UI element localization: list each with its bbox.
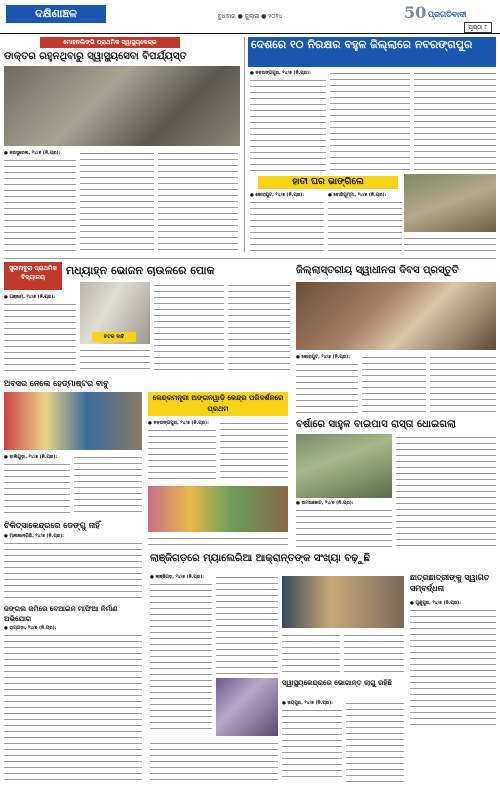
article1-body-col2 <box>80 150 154 252</box>
article8-byline: ● ଉମରକୋଟ, ୨୪/୭ (ନି.ପ୍ର): <box>296 501 354 506</box>
article4-body-col4 <box>228 282 290 373</box>
article11-body-col3 <box>282 632 340 674</box>
article7-byline: ● ନବରଙ୍ଗପୁର, ୨୪/୭ (ନି.ପ୍ର): <box>148 421 209 426</box>
article4-body-col3 <box>154 282 224 373</box>
article3-byline2: ● ବୋରିଗୁମ୍ମା, ୨୪/୭ (ନି.ପ୍ର): <box>328 193 387 198</box>
article11-body-col4 <box>344 632 404 674</box>
article3-body-col1 <box>250 199 324 255</box>
article2-headline: ଦେଶରେ ୧୦ ନିରକ୍ଷର ବହୁଳ ଜିଲ୍ଲାରେ ନବରଙ୍ଗପୁର <box>248 37 496 67</box>
article6-body-col2 <box>74 454 142 515</box>
article13-body-col3 <box>150 740 278 782</box>
article13-photo <box>216 678 278 736</box>
article7-body-col1 <box>148 427 216 483</box>
article9-body <box>4 540 142 600</box>
article8-body-col1 <box>296 507 392 549</box>
masthead-rule <box>0 33 500 34</box>
article2-byline: ● ନବରଙ୍ଗପୁର, ୨୪/୭ (ନି.ପ୍ର): <box>250 71 311 76</box>
article2-body-col3 <box>414 70 496 173</box>
article11-headline: ଲାଞ୍ଜିଗଡ଼ରେ ମ୍ୟାଲେରିଆ ଆକ୍ରାନ୍ତଙ୍କ ସଂଖ୍ୟା ବଢ଼ୁଛି <box>150 553 371 564</box>
article7-body-col2 <box>220 420 288 483</box>
article3-headline: ହାତୀ ଘର ଭାଙ୍ଗିଲେ <box>258 176 398 189</box>
article4-body-col1 <box>4 301 76 373</box>
section-divider <box>4 258 496 259</box>
article6-headline: ଅବସର ନେଲେ ହେଡ୍‌ମାଷ୍ଟର ବାବୁ <box>4 379 109 388</box>
article1-body-col3 <box>158 150 238 252</box>
article5-body-col1 <box>296 361 358 413</box>
article12-body <box>4 632 142 782</box>
column-divider <box>244 37 245 252</box>
newspaper-brand: ପ୍ରଗତିବାଦୀ <box>428 10 467 19</box>
article10-body <box>410 607 496 727</box>
article7-body-col3 <box>148 535 288 549</box>
article5-body-col2 <box>362 354 426 413</box>
article4-byline: ● ଗଞ୍ଜାମ, ୨୪/୭ (ନି.ପ୍ର): <box>4 295 56 300</box>
article5-byline: ● କୋରାପୁଟ, ୨୪/୭ (ନି.ପ୍ର): <box>296 355 351 360</box>
article10-byline: ● ଗୁଣୁପୁର, ୨୪/୭ (ନି.ପ୍ର): <box>410 601 461 606</box>
article5-headline: ଜିଲ୍ଲାସ୍ତରୀୟ ସ୍ୱାଧୀନତା ଦିବସ ପ୍ରସ୍ତୁତି <box>296 265 459 276</box>
article13-body-col2 <box>346 700 404 782</box>
article8-headline: ବର୍ଷାରେ ସାହୁଳ ବାଇପାସ ରାସ୍ତା ଧୋଇଗଲା <box>296 419 456 430</box>
article3-byline: ● କୋରାପୁଟ, ୨୪/୭ (ନି.ପ୍ର): <box>250 193 305 198</box>
article13-byline: ● ଜୟପୁର, ୨୪/୭ (ନି.ପ୍ର): <box>282 701 333 706</box>
article13-headline: ସ୍ୱାସ୍ଥ୍ୟକେନ୍ଦ୍ରରେ ଭୋଗାନ୍ତ ଲାଗୁ ରହିଛି <box>282 679 392 687</box>
article2-body-col2 <box>330 70 410 173</box>
article5-photo <box>296 282 496 350</box>
article4-kicker: ସୁଜାନାବୁରା ପ୍ରାଥମିକ ବିଦ୍ୟାଳୟ <box>4 262 62 290</box>
article3-photo <box>404 174 496 232</box>
article5-body-col3 <box>430 354 496 413</box>
article4-body-col2 <box>80 347 150 373</box>
article4-headline: ମଧ୍ୟାହ୍ନ ଭୋଜନ ଚାଉଳରେ ପୋକ <box>66 264 215 277</box>
article9-byline: ● ମାଲକାନଗିରି, ୨୪/୭ (ନି.ପ୍ର): <box>4 534 64 539</box>
article1-kicker: ମୋହନଲିଙ୍ଗି ପ୍ରାଥମିକ ସ୍ୱାସ୍ଥ୍ୟକେନ୍ଦ୍ର <box>40 37 180 48</box>
article11-byline: ● ଲାଞ୍ଜିଗଡ଼, ୨୪/୭ (ନି.ପ୍ର): <box>150 575 205 580</box>
article1-byline: ● ନରସୁରେଲ, ୨୪/୭ (ନି.ପ୍ର): <box>4 151 61 156</box>
article8-body-col2 <box>396 434 496 549</box>
article1-body-col1 <box>4 157 76 252</box>
article2-body-col1 <box>250 77 326 173</box>
article7-headline: କେନ୍ଦ୍ରମନ୍ତ୍ରୀ ଅଙ୍ଗନୱାଡ଼ି କେନ୍ଦ୍ର ପରିଦର୍ଶନରେ ପ୍ରଥମ <box>148 392 288 416</box>
article8-photo <box>296 434 392 498</box>
article10-headline: ଛାତ୍ରଛାତ୍ରୀଙ୍କୁ ସ୍ୱାଗତ ସମ୍ବର୍ଦ୍ଧନା <box>410 573 490 593</box>
page-number: ପୃଷ୍ଠା ୮ <box>464 22 492 33</box>
article12-headline: ଜଙ୍ଗଲ ଜମିରେ ବେଆଇନ ମାଫିଆ ନିର୍ମାଣ ଅଭିଯୋଗ <box>4 605 118 623</box>
article1-headline: ଡାକ୍ତର ରହୁନଥିବାରୁ ସ୍ୱାସ୍ଥ୍ୟସେବା ବିପର୍ଯ୍ୟସ୍ତ <box>4 51 187 62</box>
article7-photo <box>148 486 288 532</box>
dateline: ବୁଧବାର ● ଜୁଲାଇ ● ୨୦୨୪ <box>217 13 283 20</box>
article4-photo-caption: ଚଟକ ଦାବି <box>92 332 136 342</box>
anniversary-logo: 50 <box>404 3 427 22</box>
article6-byline: ● ବାଲିଗୁଡ଼ା, ୨୪/୭ (ନି.ପ୍ର): <box>4 455 58 460</box>
section-name: ଦକ୍ଷିଣାଞ୍ଚଳ <box>6 5 106 23</box>
article6-photo <box>4 392 142 450</box>
article9-headline: ଚିକିତ୍ସାକେନ୍ଦ୍ରରେ ଡେଙ୍ଗୁ ନାହିଁ <box>4 521 100 530</box>
article3-body-col3 <box>404 235 496 255</box>
article3-body-col2 <box>328 199 402 255</box>
article11-body-col1 <box>150 581 212 731</box>
article11-photo <box>282 576 404 628</box>
article1-photo <box>4 66 240 146</box>
article12-byline: ● ରାୟଗଡ଼ା, ୨୪/୭ (ନି.ପ୍ର): <box>4 626 57 631</box>
article6-body-col1 <box>4 461 70 515</box>
article11-body-col2 <box>216 574 278 674</box>
article13-body-col1 <box>282 707 342 782</box>
